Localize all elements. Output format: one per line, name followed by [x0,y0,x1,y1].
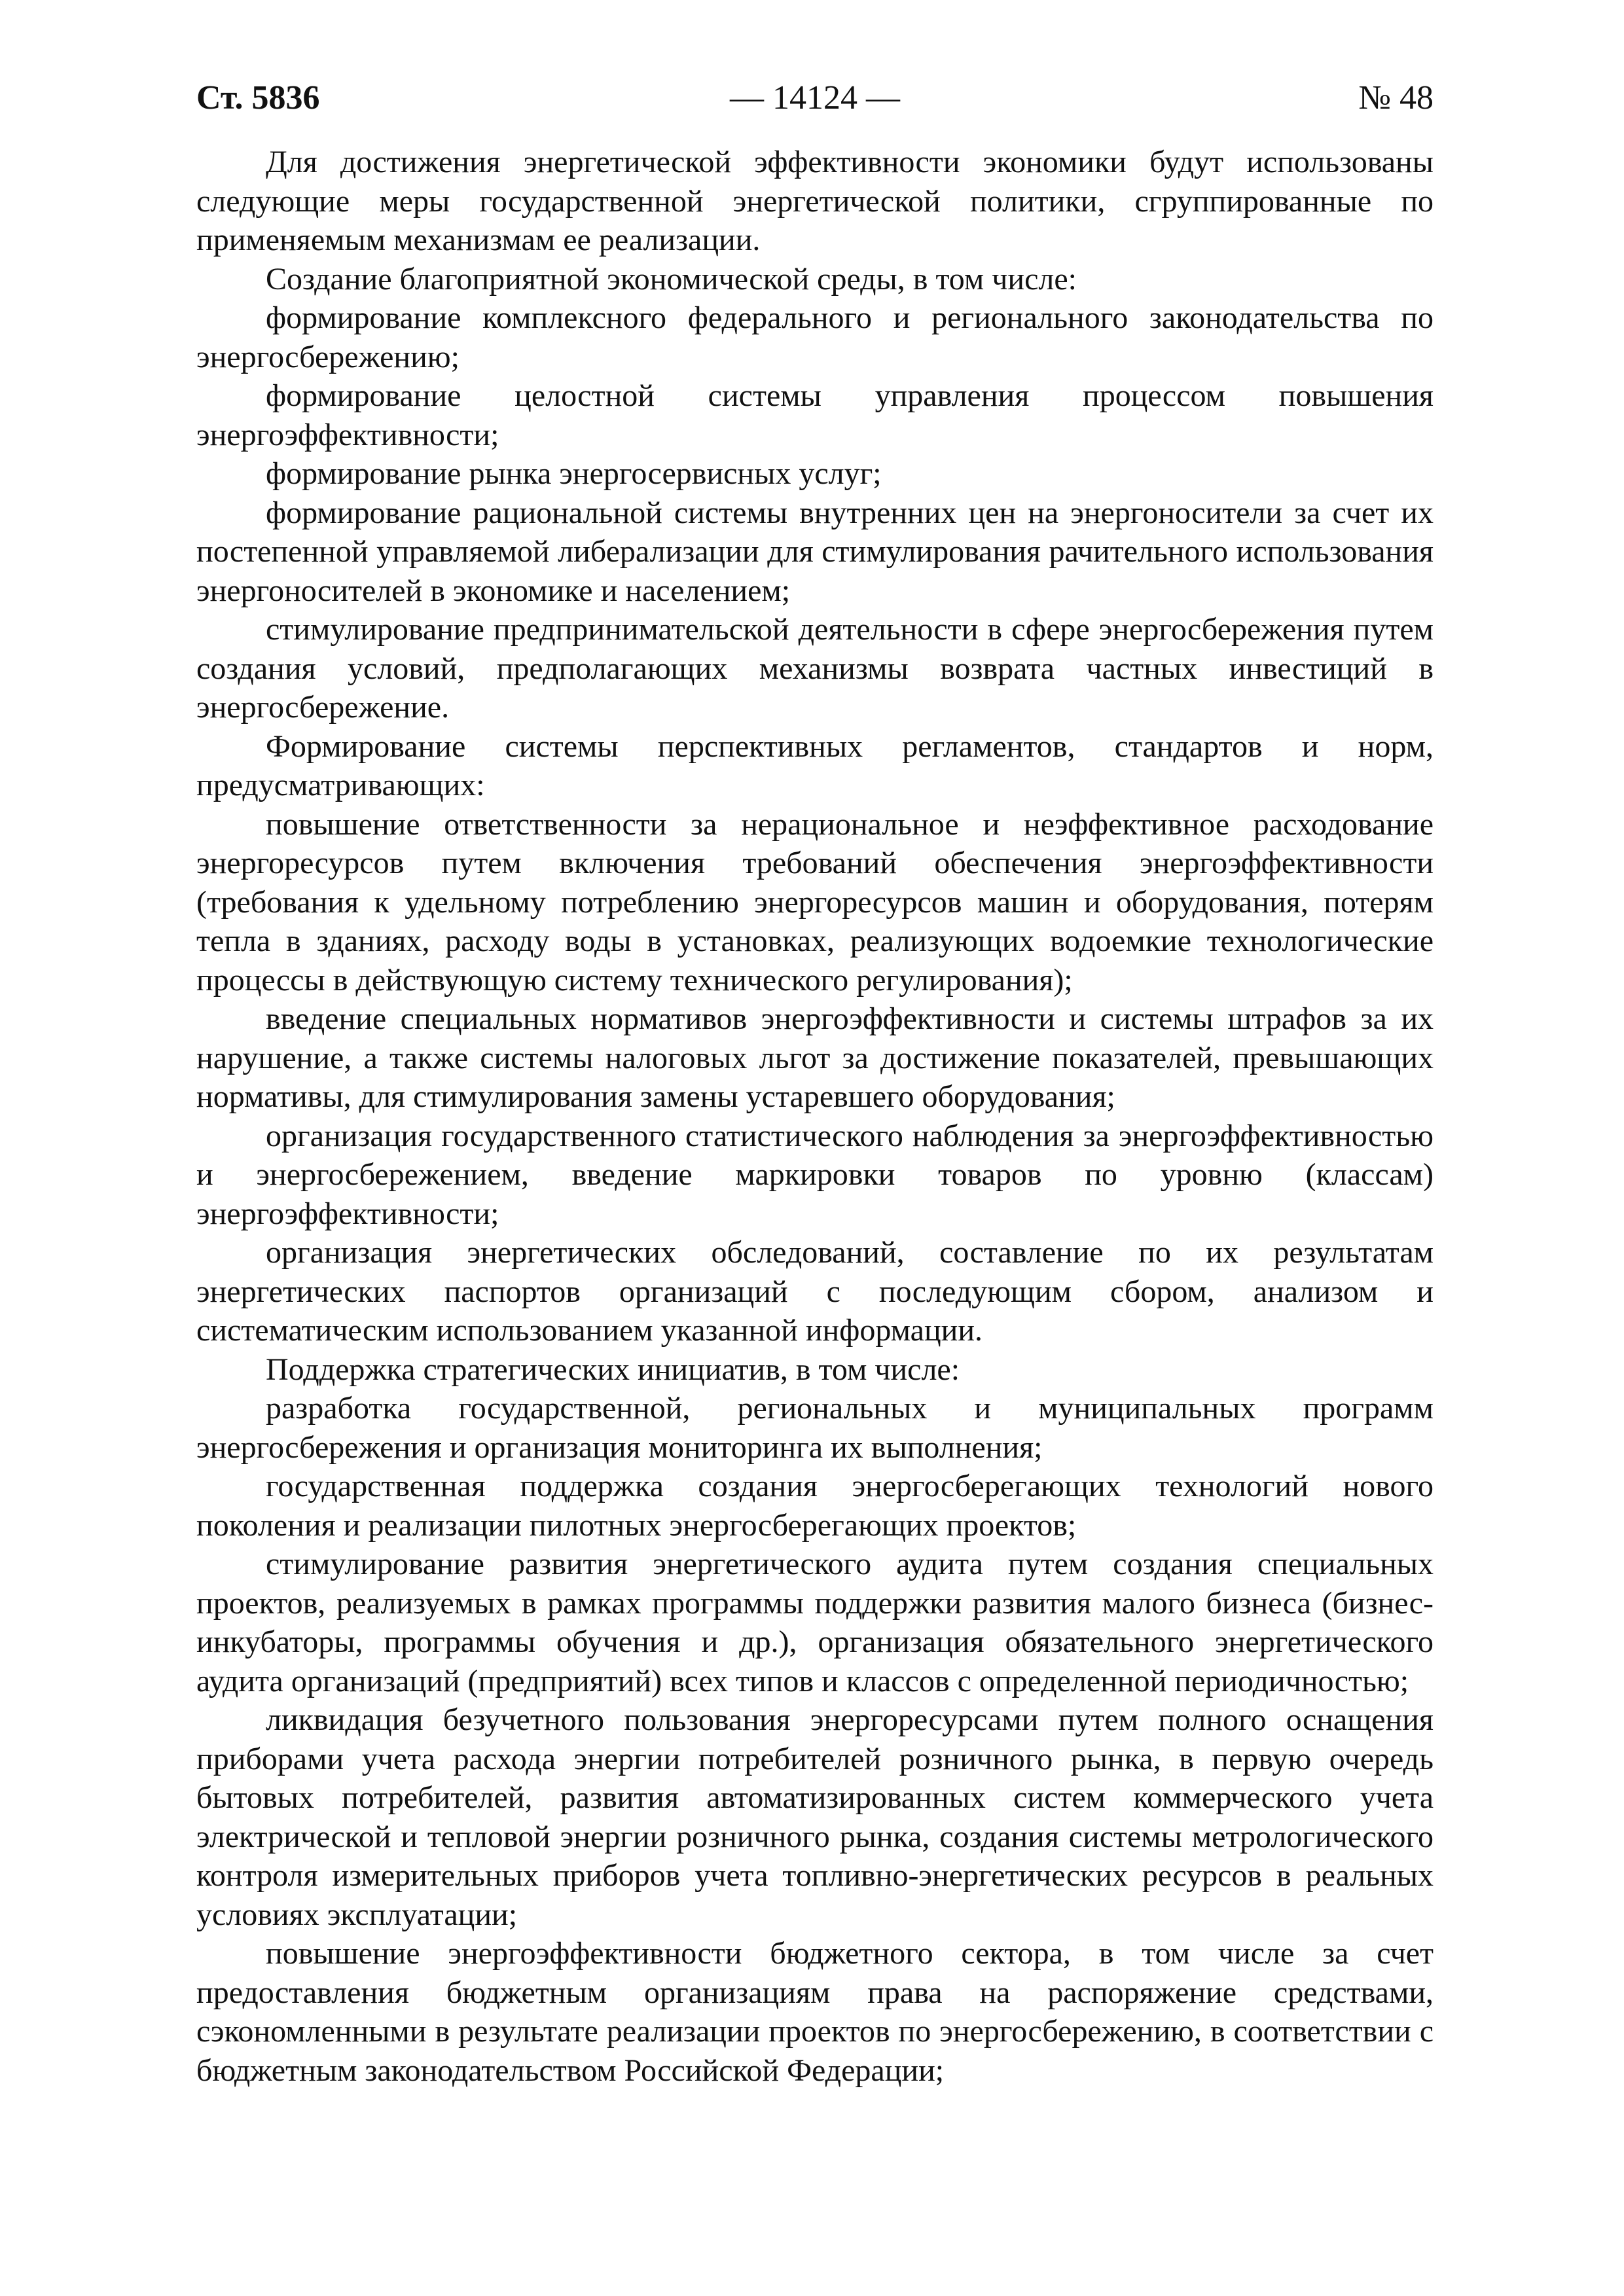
paragraph: введение специальных нормативов энергоэффективности и системы штрафов за их нарушение, а также системы налоговых льгот за достижение показателей, превышающих нормативы, для стимулирования замены устаревшего оборудования; [196,1001,1434,1114]
paragraph: государственная поддержка создания энергосберегающих технологий нового поколения и реализации пилотных энергосберегающих проектов; [196,1469,1434,1543]
document-page [196,72,1434,2090]
paragraph: Поддержка стратегических инициатив, в том числе: [266,1352,960,1387]
paragraph: формирование рациональной системы внутренних цен на энергоносители за счет их постепенной управляемой либерализации для стимулирования рачительного использования энергоносителей в экономике и населением; [196,495,1434,608]
paragraph: стимулирование предпринимательской деятельности в сфере энергосбережения путем создания условий, предполагающих механизмы возврата частных инвестиций в энергосбережение. [196,612,1434,725]
paragraph: формирование целостной системы управления процессом повышения энергоэффективности; [196,378,1434,452]
page-header [196,72,1434,124]
paragraph: разработка государственной, региональных и муниципальных программ энергосбережения и организация мониторинга их выполнения; [196,1391,1434,1465]
paragraph: Создание благоприятной экономической среды, в том числе: [266,261,1077,296]
article-number: Ст. 5836 [196,79,320,117]
paragraph: повышение энергоэффективности бюджетного сектора, в том числе за счет предоставления бюджетным организациям права на распоряжение средствами, сэкономленными в результате реализации проектов по энергосбережению, в соответствии с бюджетным законодательством Российской Федерации; [196,1936,1434,2088]
paragraph: организация энергетических обследований, составление по их результатам энергетических паспортов организаций с последующим сбором, анализом и систематическим использованием указанной информации. [196,1235,1434,1348]
paragraph: ликвидация безучетного пользования энергоресурсами путем полного оснащения приборами учета расхода энергии потребителей розничного рынка, в первую очередь бытовых потребителей, развития автоматизированных систем коммерческого учета электрической и тепловой энергии розничного рынка, создания системы метрологического контроля измерительных приборов учета топливно-энергетических ресурсов в реальных условиях эксплуатации; [196,1702,1434,1932]
issue-number: № 48 [1358,79,1434,117]
paragraph: формирование комплексного федерального и регионального законодательства по энергосбережению; [196,300,1434,374]
page-number: — 14124 — [730,79,900,117]
document-body [196,143,1434,2090]
paragraph: повышение ответственности за нерациональное и неэффективное расходование энергоресурсов путем включения требований обеспечения энергоэффективности (требования к удельному потреблению энергоресурсов машин и оборудования, потерям тепла в зданиях, расходу воды в установках, реализующих водоемкие технологические процессы в действующую систему технического регулирования); [196,806,1434,997]
paragraph: организация государственного статистического наблюдения за энергоэффективностью и энергосбережением, введение маркировки товаров по уровню (классам) энергоэффективности; [196,1118,1434,1231]
paragraph: формирование рынка энергосервисных услуг; [266,456,882,491]
paragraph: Для достижения энергетической эффективности экономики будут использованы следующие меры государственной энергетической политики, сгруппированные по применяемым механизмам ее реализации. [196,145,1434,257]
paragraph: Формирование системы перспективных регламентов, стандартов и норм, предусматривающих: [196,728,1434,802]
paragraph: стимулирование развития энергетического аудита путем создания специальных проектов, реализуемых в рамках программы поддержки развития малого бизнеса (бизнес-инкубаторы, программы обучения и др.), организация обязательного энергетического аудита организаций (предприятий) всех типов и классов с определенной периодичностью; [196,1547,1434,1698]
